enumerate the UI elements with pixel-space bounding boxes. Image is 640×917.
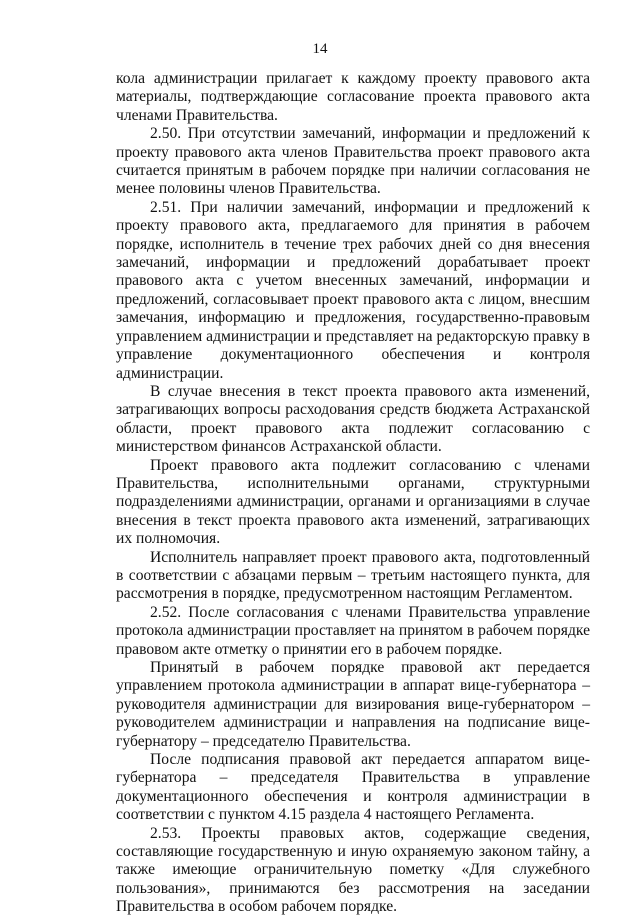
paragraph-budget-changes: В случае внесения в текст проекта правового акта изменений, затрагивающих вопросы расходования средств бюджета Астраханской области, проект правового акта подлежит согласованию с министерством финансов Астраханской области. (116, 382, 590, 456)
paragraph-executor-submits: Исполнитель направляет проект правового акта, подготовленный в соответствии с абзацами первым – третьим настоящего пункта, для рассмотрения в порядке, предусмотренном настоящим Регламентом. (116, 548, 590, 603)
paragraph-2-50: 2.50. При отсутствии замечаний, информации и предложений к проекту правового акта членов Правительства проект правового акта считается принятым в рабочем порядке при наличии согласования не менее половины членов Правительства. (116, 125, 590, 198)
paragraph-approval-members: Проект правового акта подлежит согласованию с членами Правительства, исполнительными органами, структурными подразделениями администрации, органами и организациями в случае внесения в текст проекта правового акта изменений, затрагивающих их полномочия. (116, 456, 590, 548)
paragraph-2-51: 2.51. При наличии замечаний, информации и предложений к проекту правового акта, предлагаемого для принятия в рабочем порядке, исполнитель в течение трех рабочих дней со дня внесения замечаний, информации и предложений дорабатывает проект правового акта с учетом внесенных замечаний, информации и предложений, согласовывает проект правового акта с лицом, внесшим замечания, информацию и предложения, государственно-правовым управлением администрации и представляет на редакторскую правку в управление документационного обеспечения и контроля администрации. (116, 198, 590, 382)
paragraph-2-53: 2.53. Проекты правовых актов, содержащие сведения, составляющие государственную и иную охраняемую законом тайну, а также имеющие ограничительную пометку «Для служебного пользования», принимаются без рассмотрения на заседании Правительства в особом рабочем порядке. (116, 824, 590, 916)
paragraph-2-52: 2.52. После согласования с членами Правительства управление протокола администрации проставляет на принятом в рабочем порядке правовом акте отметку о принятии его в рабочем порядке. (116, 603, 590, 658)
document-body (116, 70, 590, 917)
paragraph-adopted-act-transfer: Принятый в рабочем порядке правовой акт передается управлением протокола администрации в аппарат вице-губернатора – руководителя администрации для визирования вице-губернатором – руководителем администрации и направления на подписание вице-губернатору – председателю Правительства. (116, 659, 590, 750)
paragraph-after-signing: После подписания правовой акт передается аппаратом вице-губернатора – председателя Правительства в управление документационного обеспечения и контроля администрации в соответствии с пунктом 4.15 раздела 4 настоящего Регламента. (116, 751, 590, 824)
page-number: 14 (312, 41, 328, 57)
paragraph-continuation: кола администрации прилагает к каждому проекту правового акта материалы, подтверждающие согласование проекта правового акта членами Правительства. (116, 70, 590, 124)
